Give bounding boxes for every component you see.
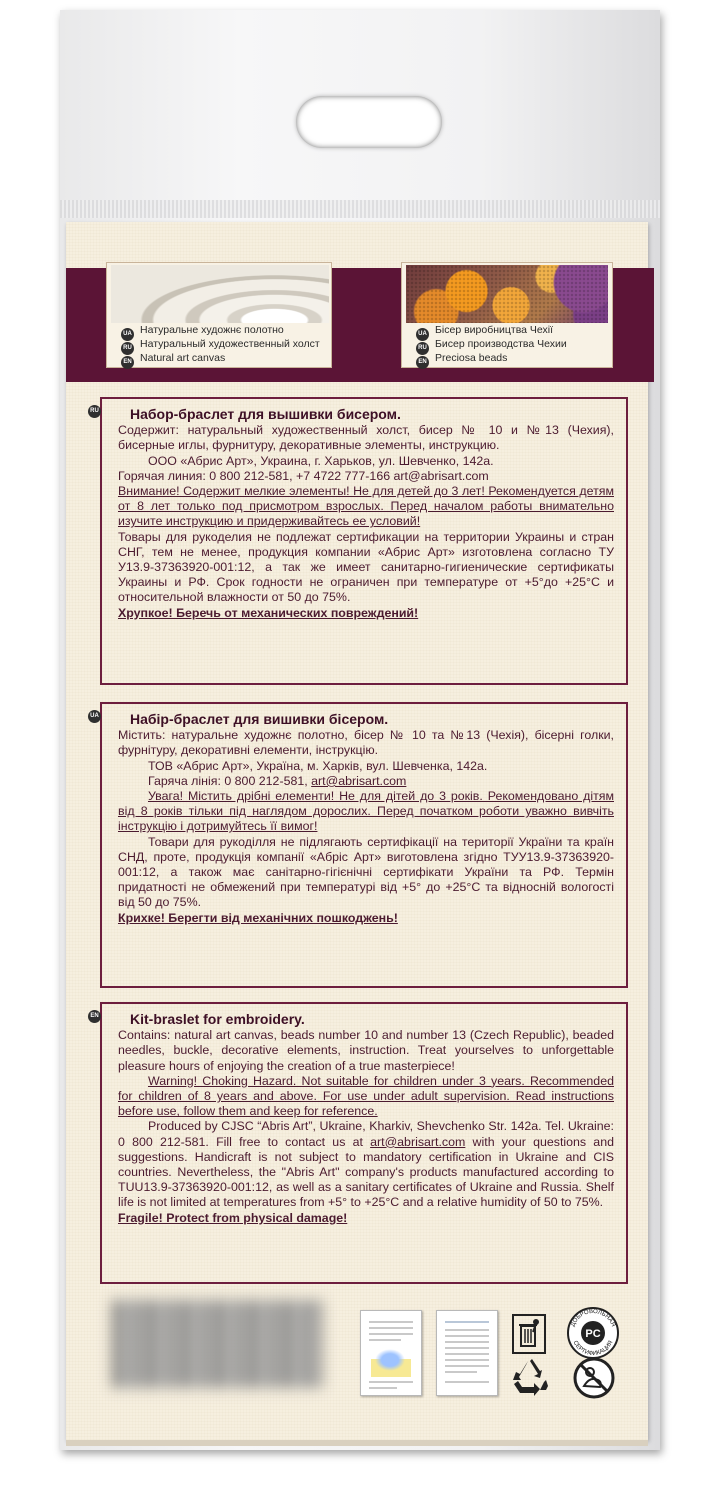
certificate-thumbnail [436, 1310, 498, 1396]
lang-badge: UA [121, 328, 134, 341]
caption-text: Бисер производства Чехии [435, 338, 567, 350]
en-fragile: Fragile! Protect from physical damage! [118, 1210, 348, 1225]
caption-row [416, 352, 507, 369]
caption-text: Preciosa beads [435, 352, 508, 364]
caption-text: Natural art canvas [140, 352, 226, 364]
ru-contents: Содержит: натуральный художественный холст, бисер № 10 и №13 (Чехия), бисерные иглы, фурнитуру, декоративные элементы, инструкцию. [118, 423, 614, 453]
hang-hole [296, 96, 442, 148]
ua-hotline: Гаряча лінія: 0 800 212-581, [148, 773, 308, 788]
not-for-children-under-3-icon [572, 1356, 616, 1400]
ru-company: ООО «Абрис Арт», Украина, г. Харьков, ул. Шевченко, 142а. [148, 453, 494, 468]
ua-company: ТОВ «Абрис Арт», Україна, м. Харків, вул. Шевченка, 142а. [148, 758, 488, 773]
lang-badge: RU [416, 342, 429, 355]
cert-top-text: ДОБРОВОЛЬНАЯ [570, 1308, 616, 1328]
barcode-blurred [112, 1300, 322, 1388]
en-produced-text-b: with your questions and suggestions. Handicraft is not subject to mandatory certification in Ukraine and CIS countries. Nevertheless, the "Abris Art" company's products manufactured according to TUU13.9-37363920-001:12, as well as a sanitary certificates of Ukraine and Russia. Shelf life is not limited at temperatures from +5° to +25°C and a relative humidity of 50 to 75%. [118, 1134, 614, 1210]
lang-badge: UA [88, 710, 101, 723]
canvas-photo-panel [106, 262, 332, 368]
lang-badge: EN [88, 1010, 101, 1023]
caption-row [121, 352, 225, 369]
recycling-icon [510, 1358, 550, 1396]
ru-title: Набор-браслет для вышивки бисером. [130, 406, 401, 422]
lang-badge: UA [416, 328, 429, 341]
no-litter-bin-icon [512, 1314, 546, 1354]
lang-badge: EN [121, 356, 134, 369]
lang-badge: RU [121, 342, 134, 355]
card-bottom-edge [66, 1440, 648, 1446]
ru-warning: Внимание! Содержит мелкие элементы! Не для детей до 3 лет! Рекомендуется детям от 8 лет только под присмотром взрослых. Перед началом работы внимательно изучите инструкцию и придерживайтесь ее условий! [118, 484, 614, 529]
beads-image [406, 265, 608, 323]
en-description-box [90, 1002, 628, 1284]
beads-photo-panel [401, 262, 613, 368]
ru-certification: Товары для рукоделия не подлежат сертификации на территории Украины и стран СНГ, тем не менее, продукция компании «Абрис Арт» изготовлена согласно ТУ У13.9-37363920-001:12, а так же имеет санитарно-гигиенические сертификаты Украины и РФ. Срок годности не ограничен при температуре от +5°до +25°С и относительной влажности от 50 до 75%. [118, 529, 614, 605]
ua-description-box [90, 702, 628, 988]
package-seal [60, 200, 660, 218]
ua-email-link[interactable]: art@abrisart.com [311, 773, 407, 788]
cert-bottom-text: СЕРТИФИКАЦИЯ [571, 1339, 615, 1358]
lang-badge: EN [416, 356, 429, 369]
canvas-image [111, 265, 329, 323]
ua-fragile: Крихке! Берегти від механічних пошкоджень! [118, 910, 398, 925]
caption-text: Бісер виробництва Чехії [435, 324, 554, 336]
voluntary-certification-icon [566, 1306, 620, 1360]
lang-badge: RU [88, 405, 101, 418]
en-warning: Warning! Choking Hazard. Not suitable for children under 3 years. Recommended for children of 8 years and above. For use under adult supervision. Read instructions before use, follow them and keep for reference. [118, 1073, 614, 1119]
ua-title: Набір-браслет для вишивки бісером. [130, 711, 389, 727]
en-produced-text-a: Produced by CJSC “Abris Art”, Ukraine, Kharkiv, Shevchenko Str. 142a. Tel. Ukraine: 0 800 212-581. Fill free to contact us at [118, 1119, 614, 1149]
en-produced [118, 1119, 614, 1210]
ru-hotline: Горячая линия: 0 800 212-581, +7 4722 777-166 art@abrisart.com [118, 468, 489, 483]
ua-hotline-line [118, 774, 614, 789]
ru-fragile: Хрупкое! Беречь от механических повреждений! [118, 605, 419, 620]
cert-mark-text: PC [585, 1328, 601, 1340]
ru-description-box [90, 397, 628, 685]
ua-certification: Товари для рукоділля не підлягають сертифікації на території України та країн СНД, проте, продукція компанії «Абріс Арт» виготовлена згідно ТУУ13.9-37363920-001:12, а також має санітарно-гігієнічні сертифікати України та РФ. Термін придатності не обмежений при температурі від +5° до +25°С та відносній вологості від 50 до 75%. [118, 834, 614, 910]
caption-text: Натуральный художественный холст [140, 338, 320, 350]
en-contents: Contains: natural art canvas, beads number 10 and number 13 (Czech Republic), beaded needles, buckle, decorative elements, instruction. Treat yourselves to unforgettable pleasure hours of enjoying the creation of a true masterpiece! [118, 1028, 614, 1073]
certificate-thumbnail [360, 1310, 422, 1396]
caption-text: Натуральне художнє полотно [140, 324, 284, 336]
en-email-link[interactable]: art@abrisart.com [370, 1134, 466, 1149]
en-title: Kit-braslet for embroidery. [130, 1011, 305, 1027]
ua-contents: Містить: натуральне художнє полотно, бісер № 10 та №13 (Чехія), бісерні голки, фурнітуру, декоративні елементи, інструкцію. [118, 728, 614, 758]
ua-warning: Увага! Містить дрібні елементи! Не для дітей до 3 років. Рекомендовано дітям від 8 років тільки під наглядом дорослих. Перед початком роботи уважно вивчіть інструкцію і дотримуйтесь її вимог! [118, 789, 614, 834]
